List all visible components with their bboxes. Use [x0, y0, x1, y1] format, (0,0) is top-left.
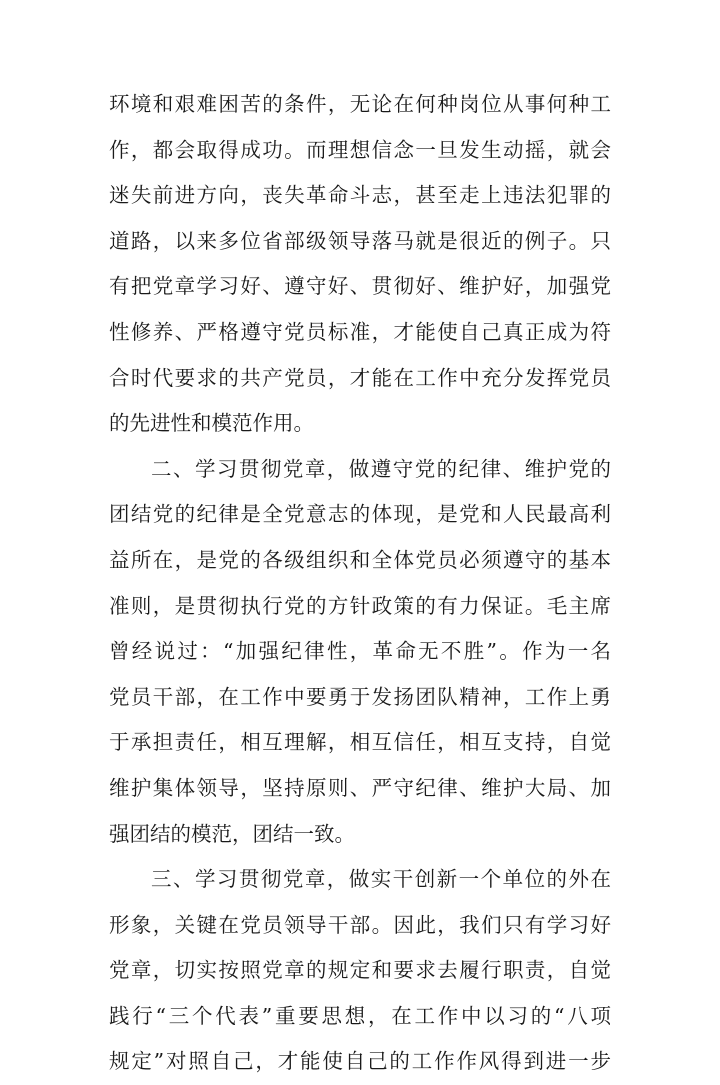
text-line: 迷失前进方向，丧失革命斗志，甚至走上违法犯罪的 — [109, 183, 611, 208]
text-line: 益所在，是党的各级组织和全体党员必须遵守的基本 — [109, 547, 611, 572]
text-line: 于承担责任，相互理解，相互信任，相互支持，自觉 — [109, 730, 611, 755]
paragraph-first-line: 三、学习贯彻党章，做实干创新一个单位的外在 — [151, 867, 611, 892]
text-line: 规定”对照自己，才能使自己的工作作风得到进一步 — [109, 1049, 611, 1074]
text-line: 的先进性和模范作用。 — [109, 411, 314, 436]
text-line: 环境和艰难困苦的条件，无论在何种岗位从事何种工 — [109, 92, 611, 116]
text-line: 团结党的纪律是全党意志的体现，是党和人民最高利 — [109, 502, 611, 527]
text-line: 践行“三个代表”重要思想，在工作中以习的“八项 — [109, 1003, 611, 1028]
text-line: 准则，是贯彻执行党的方针政策的有力保证。毛主席 — [109, 593, 611, 618]
paragraph-first-line: 二、学习贯彻党章，做遵守党的纪律、维护党的 — [151, 456, 611, 481]
text-line: 形象，关键在党员领导干部。因此，我们只有学习好 — [109, 912, 611, 937]
text-line: 曾经说过：“加强纪律性，革命无不胜”。作为一名 — [109, 639, 611, 664]
text-line: 党员干部，在工作中要勇于发扬团队精神，工作上勇 — [109, 684, 611, 709]
text-line: 性修养、严格遵守党员标准，才能使自己真正成为符 — [109, 319, 611, 344]
text-line: 作，都会取得成功。而理想信念一旦发生动摇，就会 — [109, 137, 611, 162]
text-line: 有把党章学习好、遵守好、贯彻好、维护好，加强党 — [109, 274, 611, 299]
text-line: 党章，切实按照党章的规定和要求去履行职责，自觉 — [109, 958, 611, 983]
document-body-text — [109, 82, 611, 1085]
text-line: 强团结的模范，团结一致。 — [109, 821, 355, 846]
text-line: 道路，以来多位省部级领导落马就是很近的例子。只 — [109, 228, 611, 253]
text-line: 维护集体领导，坚持原则、严守纪律、维护大局、加 — [109, 775, 611, 800]
text-line: 合时代要求的共产党员，才能在工作中充分发挥党员 — [109, 365, 611, 390]
